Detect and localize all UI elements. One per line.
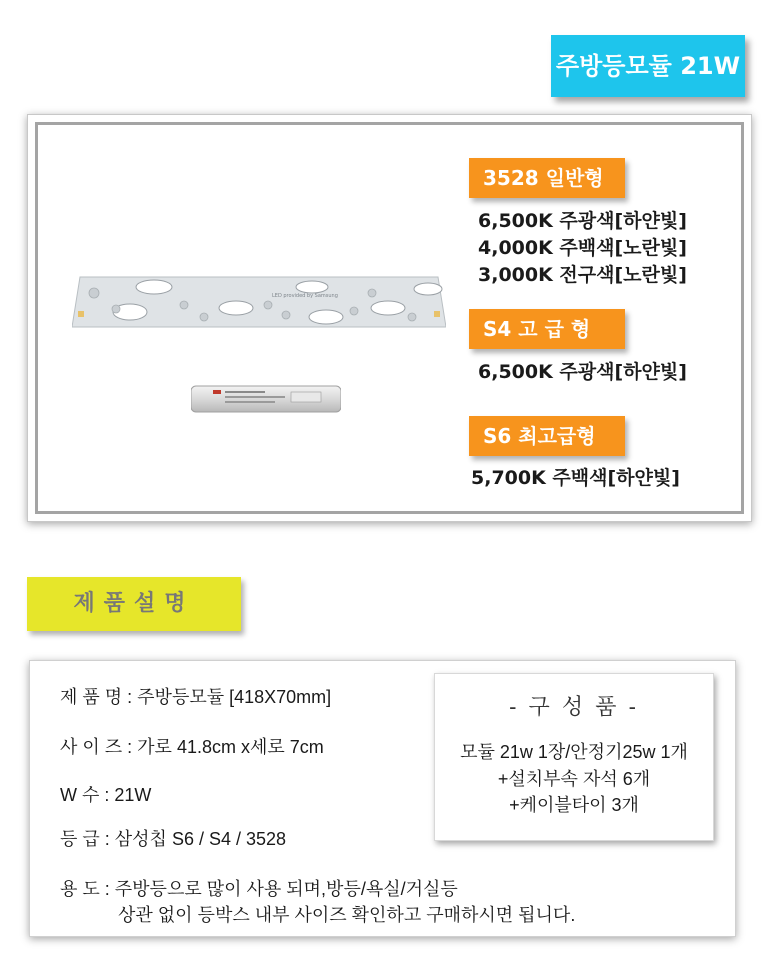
panel-inner-frame (35, 122, 744, 514)
led-controller-image (191, 384, 341, 414)
info-product-name: 제 품 명 : 주방등모듈 [418X70mm] (60, 687, 332, 707)
type-tag-3528: 3528 일반형 (469, 158, 625, 198)
type-tag-s6: S6 최고급형 (469, 416, 625, 456)
module-print-text: LED provided by Samsung (272, 293, 338, 299)
component-item: +설치부속 자석 6개 (497, 769, 651, 789)
components-title: - 구 성 품 - (509, 694, 639, 719)
type-tag-s4: S4 고 급 형 (469, 309, 625, 349)
spec-3528-3000k: 3,000K 전구색[노란빛] (478, 264, 687, 286)
info-grade: 등 급 : 삼성칩 S6 / S4 / 3528 (60, 829, 287, 849)
info-size: 사 이 즈 : 가로 41.8cm x세로 7cm (60, 737, 324, 757)
product-title-badge: 주방등모듈 21W (551, 35, 745, 97)
component-item: 모듈 21w 1장/안정기25w 1개 (460, 742, 688, 762)
spec-s6-5700k: 5,700K 주백색[하얀빛] (471, 467, 680, 489)
info-usage-line-1: 용 도 : 주방등으로 많이 사용 되며,방등/욕실/거실등 (60, 879, 458, 899)
led-module-board-image (72, 275, 446, 329)
components-box (434, 673, 714, 841)
component-item: +케이블타이 3개 (509, 795, 639, 815)
spec-3528-6500k: 6,500K 주광색[하얀빛] (478, 210, 687, 232)
info-usage-line-2: 상관 없이 등박스 내부 사이즈 확인하고 구매하시면 됩니다. (118, 905, 576, 925)
info-wattage: W 수 : 21W (60, 785, 152, 805)
spec-3528-4000k: 4,000K 주백색[노란빛] (478, 237, 687, 259)
product-image-panel (27, 114, 752, 522)
product-description-badge: 제품설명 (27, 577, 241, 631)
spec-s4-6500k: 6,500K 주광색[하얀빛] (478, 361, 687, 383)
